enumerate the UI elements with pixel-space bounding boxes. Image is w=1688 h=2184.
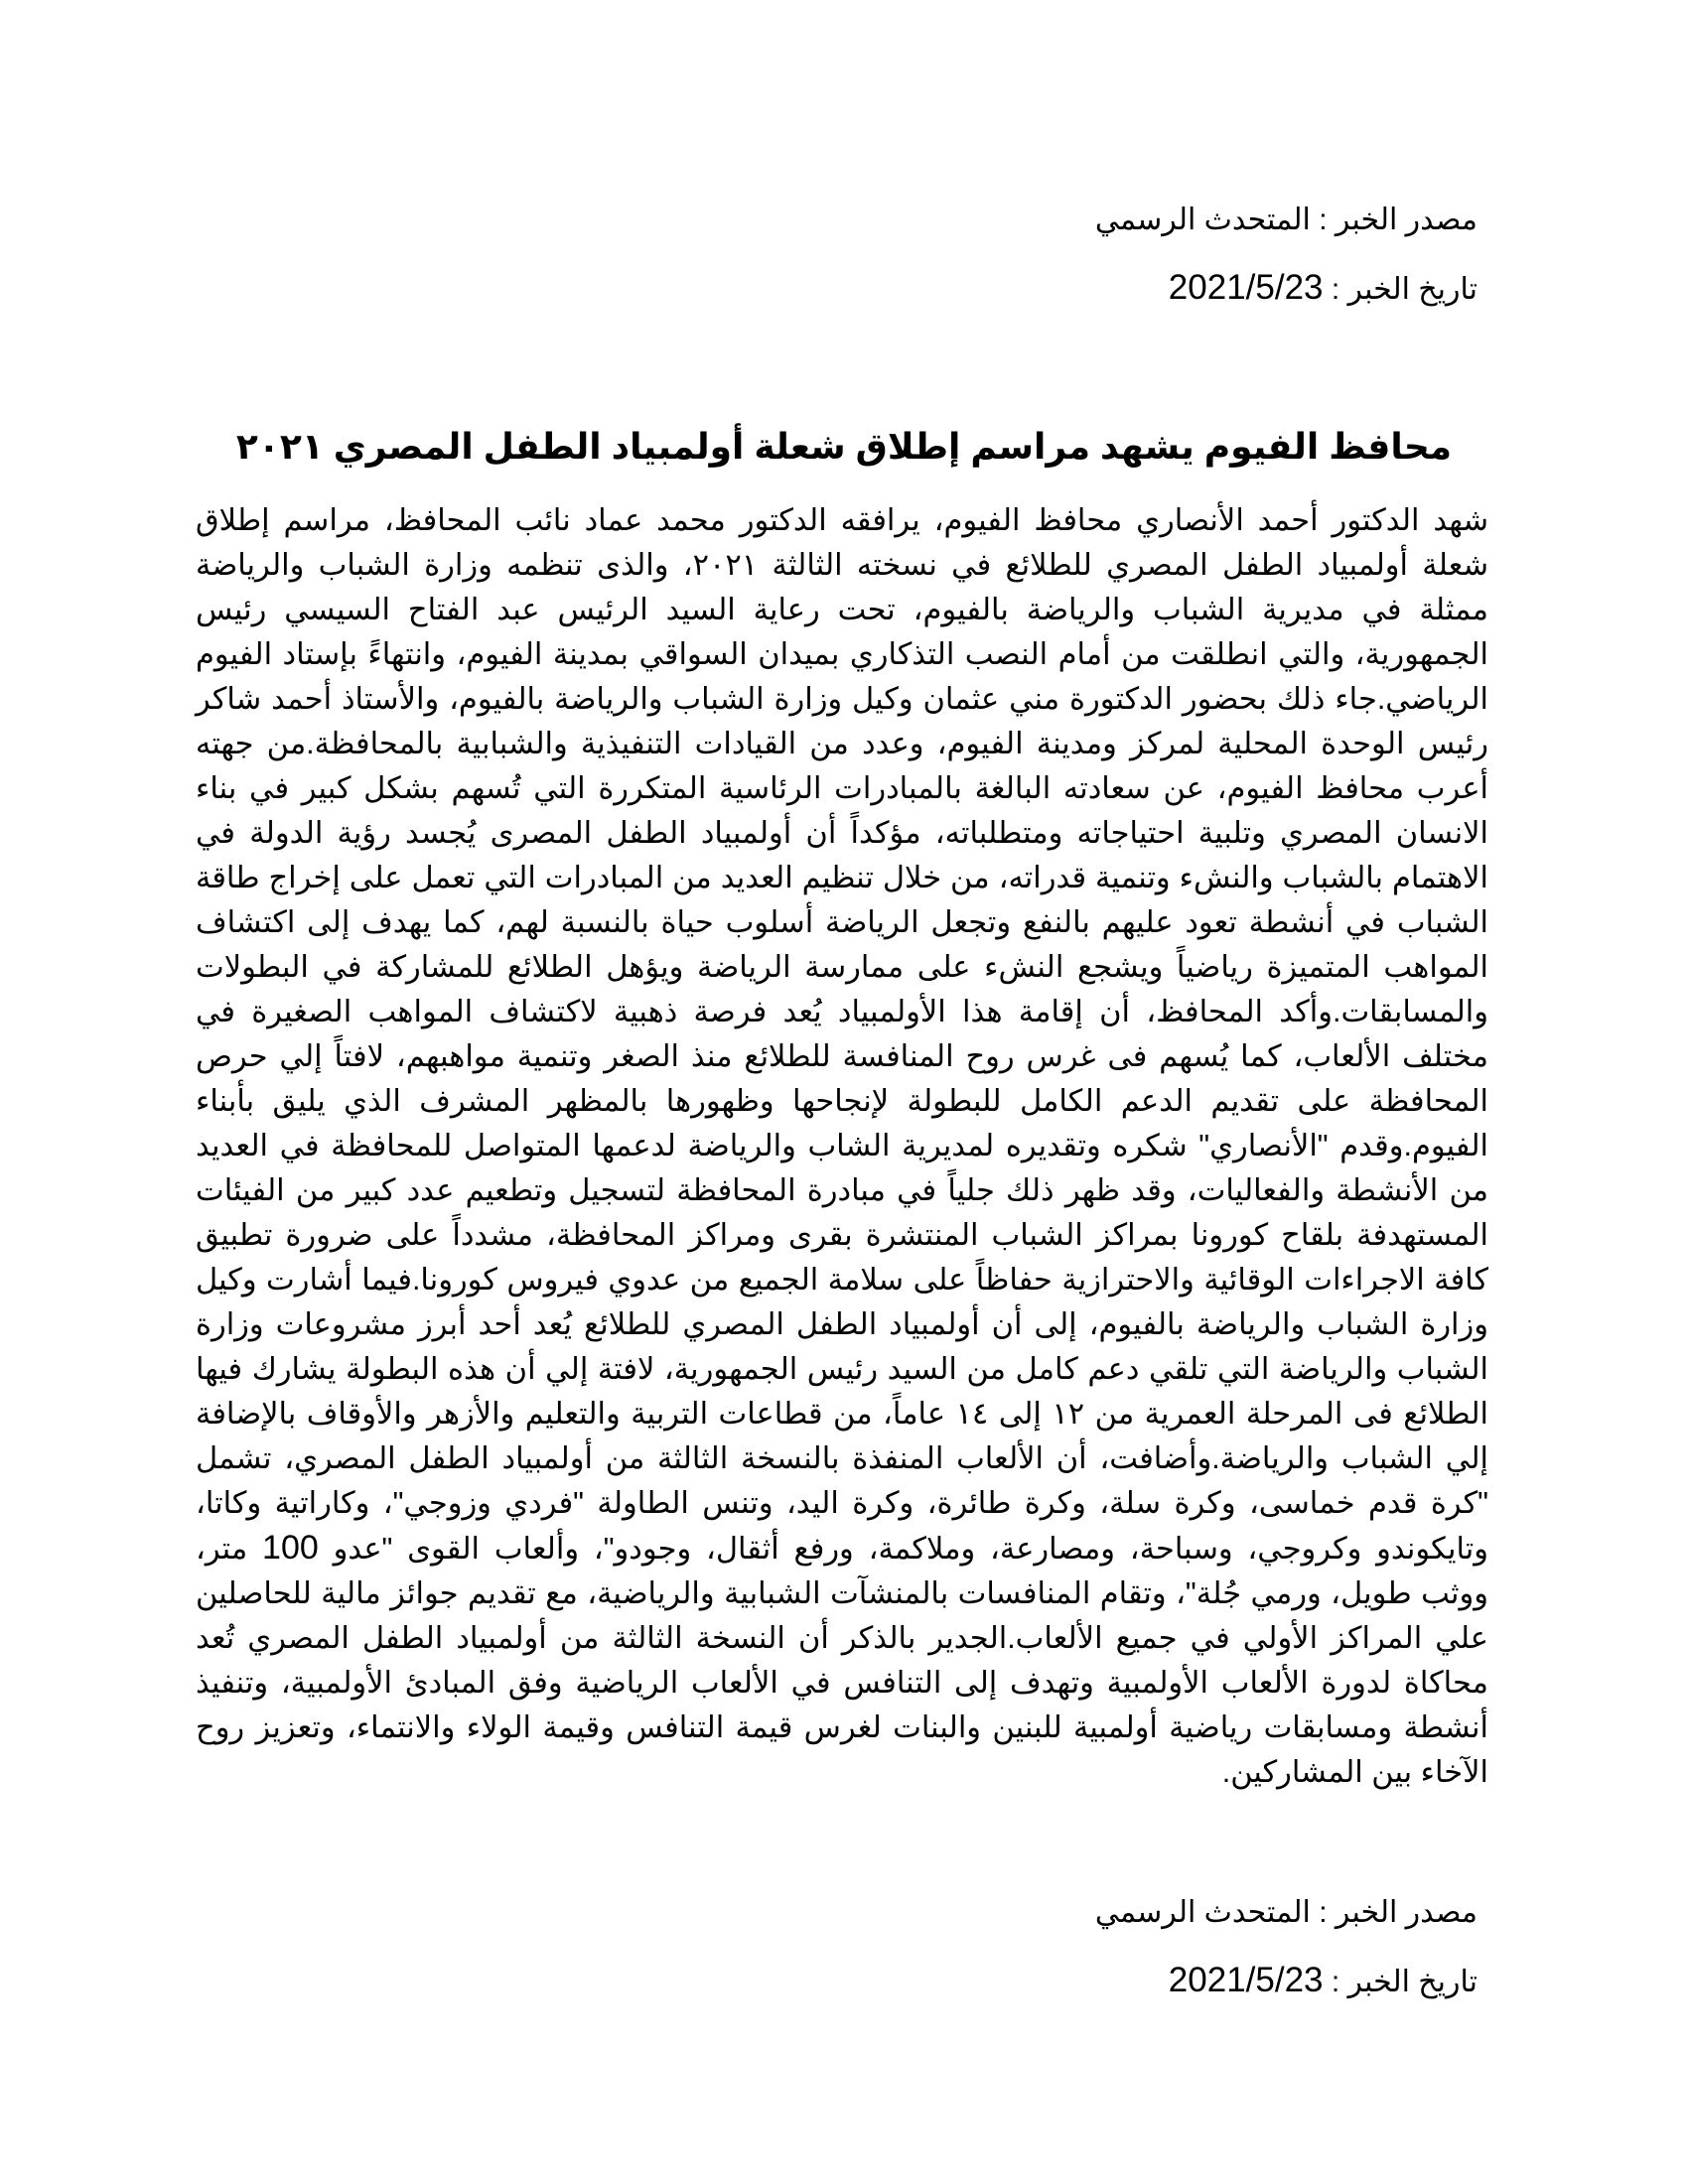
news-date-line xyxy=(584,268,1477,310)
article-body-part-2: متر، ووثب طويل، ورمي جُلة"، وتقام المنافسات بالمنشآت الشبابية والرياضية، مع تقديم جوائز مالية للحاصلين علي المراكز الأولي في جميع الألعاب.الجدير بالذكر أن النسخة الثالثة من أولمبياد الطفل المصري تُعد محاكاة لدورة الألعاب الأولمبية وتهدف إلى التنافس في الألعاب الرياضية وفق المبادئ الأولمبية، وتنفيذ أنشطة ومسابقات رياضية أولمبية للبنين والبنات لغرس قيمة التنافس وقيمة الولاء والانتماء، وتعزيز روح الآخاء بين المشاركين. xyxy=(196,1532,1488,1789)
news-date-value: 2021/5/23 xyxy=(1168,268,1324,307)
footer-date-value: 2021/5/23 xyxy=(1168,1961,1324,1999)
footer-source-value: المتحدث الرسمي xyxy=(1094,1896,1311,1929)
news-source-label: مصدر الخبر : xyxy=(1310,204,1477,236)
article-body-number: 100 xyxy=(262,1529,319,1567)
footer-source-line xyxy=(584,1893,1477,1933)
footer-date-line xyxy=(584,1961,1477,2002)
news-date-label: تاريخ الخبر : xyxy=(1323,273,1477,306)
footer-date-label: تاريخ الخبر : xyxy=(1323,1966,1477,1998)
article-title: محافظ الفيوم يشهد مراسم إطلاق شعلة أولمبياد الطفل المصري ٢٠٢١ xyxy=(235,426,1453,467)
article-body xyxy=(196,498,1488,1795)
article-body-part-1: شهد الدكتور أحمد الأنصاري محافظ الفيوم، يرافقه الدكتور محمد عماد نائب المحافظ، مراسم إطلاق شعلة أولمبياد الطفل المصري للطلائع في نسخته الثالثة ٢٠٢١، والذى تنظمه وزارة الشباب والرياضة ممثلة في مديرية الشباب والرياضة بالفيوم، تحت رعاية السيد الرئيس عبد الفتاح السيسي رئيس الجمهورية، والتي انطلقت من أمام النصب التذكاري بميدان السواقي بمدينة الفيوم، وانتهاءً بإستاد الفيوم الرياضي.جاء ذلك بحضور الدكتورة مني عثمان وكيل وزارة الشباب والرياضة بالفيوم، والأستاذ أحمد شاكر رئيس الوحدة المحلية لمركز ومدينة الفيوم، وعدد من القيادات التنفيذية والشبابية بالمحافظة.من جهته أعرب محافظ الفيوم، عن سعادته البالغة بالمبادرات الرئاسية المتكررة التي تُسهم بشكل كبير في بناء الانسان المصري وتلبية احتياجاته ومتطلباته، مؤكداً أن أولمبياد الطفل المصرى يُجسد رؤية الدولة في الاهتمام بالشباب والنشء وتنمية قدراته، من خلال تنظيم العديد من المبادرات التي تعمل على إخراج طاقة الشباب في أنشطة تعود عليهم بالنفع وتجعل الرياضة أسلوب حياة بالنسبة لهم، كما يهدف إلى اكتشاف المواهب المتميزة رياضياً ويشجع النشء على ممارسة الرياضة ويؤهل الطلائع للمشاركة في البطولات والمسابقات.وأكد المحافظ، أن إقامة هذا الأولمبياد يُعد فرصة ذهبية لاكتشاف المواهب الصغيرة في مختلف الألعاب، كما يُسهم فى غرس روح المنافسة للطلائع منذ الصغر وتنمية مواهبهم، لافتاً إلي حرص المحافظة على تقديم الدعم الكامل للبطولة لإنجاحها وظهورها بالمظهر المشرف الذي يليق بأبناء الفيوم.وقدم "الأنصاري" شكره وتقديره لمديرية الشاب والرياضة لدعمها المتواصل للمحافظة في العديد من الأنشطة والفعاليات، وقد ظهر ذلك جلياً في مبادرة المحافظة لتسجيل وتطعيم عدد كبير من الفيئات المستهدفة بلقاح كورونا بمراكز الشباب المنتشرة بقرى ومراكز المحافظة، مشدداً على ضرورة تطبيق كافة الاجراءات الوقائية والاحترازية حفاظاً على سلامة الجميع من عدوي فيروس كورونا.فيما أشارت وكيل وزارة الشباب والرياضة بالفيوم، إلى أن أولمبياد الطفل المصري للطلائع يُعد أحد أبرز مشروعات وزارة الشباب والرياضة التي تلقي دعم كامل من السيد رئيس الجمهورية، لافتة إلي أن هذه البطولة يشارك فيها الطلائع فى المرحلة العمرية من ١٢ إلى ١٤ عاماً، من قطاعات التربية والتعليم والأزهر والأوقاف بالإضافة إلي الشباب والرياضة.وأضافت، أن الألعاب المنفذة بالنسخة الثالثة من أولمبياد الطفل المصري، تشمل "كرة قدم خماسى، وكرة سلة، وكرة طائرة، وكرة اليد، وتنس الطاولة "فردي وزوجي"، وكاراتية وكاتا، وتايكوندو وكروجي، وسباحة، ومصارعة، وملاكمة، ورفع أثقال، وجودو"، وألعاب القوى "عدو xyxy=(196,503,1489,1566)
news-source-value: المتحدث الرسمي xyxy=(1094,204,1311,236)
news-source-line xyxy=(584,201,1477,240)
footer-source-label: مصدر الخبر : xyxy=(1310,1896,1477,1929)
